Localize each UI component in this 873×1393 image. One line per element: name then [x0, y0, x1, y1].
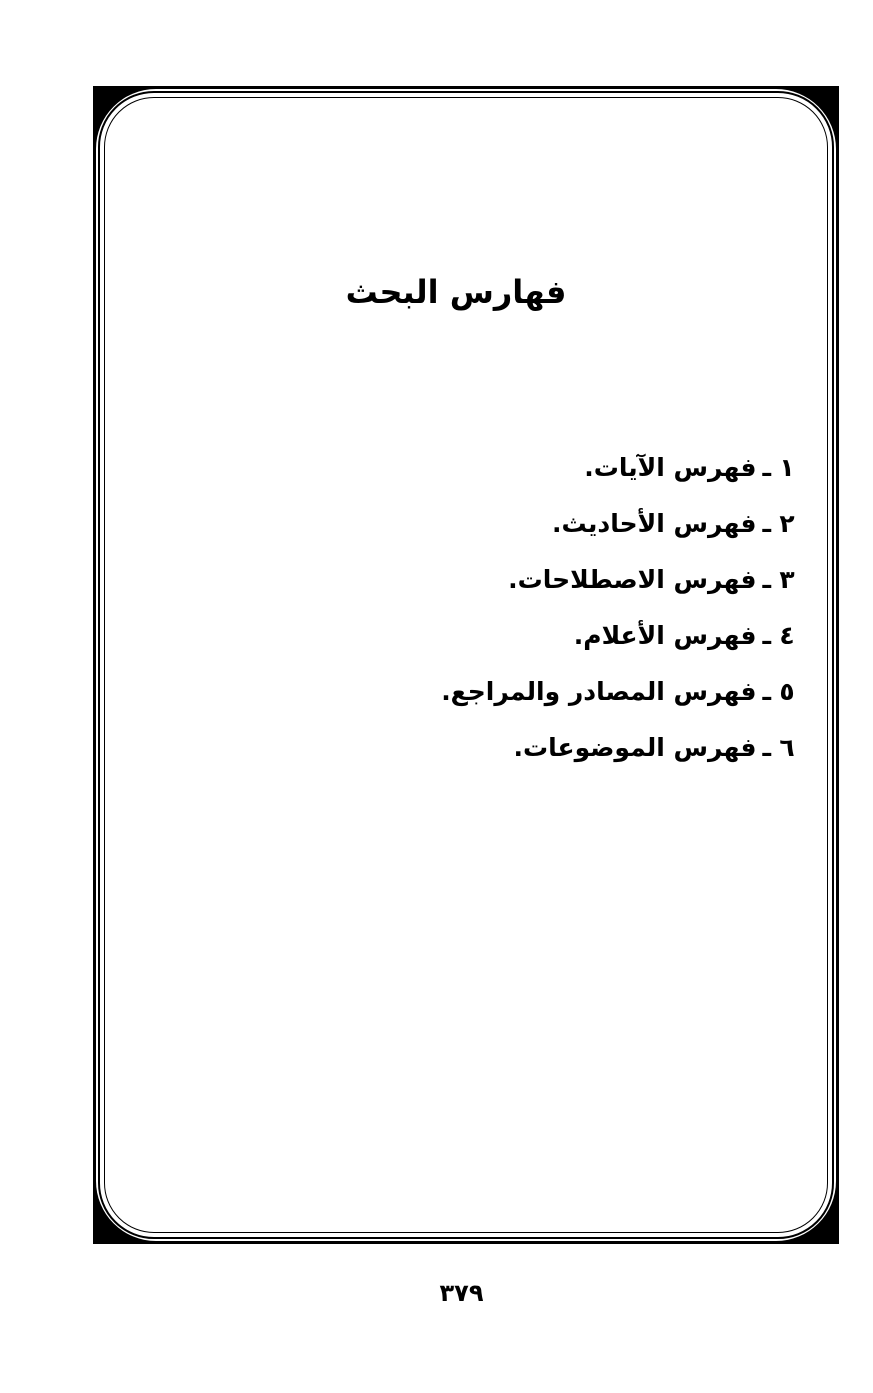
item-separator: ـ: [762, 453, 771, 482]
item-separator: ـ: [762, 733, 771, 762]
item-number: ٢: [779, 509, 795, 538]
item-label: فهرس الاصطلاحات.: [508, 565, 757, 594]
page-number: ٣٧٩: [439, 1279, 484, 1307]
list-item: [441, 608, 797, 664]
list-item: [441, 440, 797, 496]
item-label: فهرس الأحاديث.: [552, 509, 757, 538]
item-label: فهرس المصادر والمراجع.: [441, 677, 757, 706]
item-number: ١: [779, 453, 795, 482]
list-item: [441, 664, 797, 720]
page-title: فهارس البحث: [345, 273, 567, 311]
item-label: فهرس الآيات.: [584, 453, 757, 482]
item-number: ٤: [779, 621, 795, 650]
list-item: [441, 720, 797, 776]
item-separator: ـ: [762, 621, 771, 650]
item-number: ٦: [779, 733, 795, 762]
item-number: ٥: [779, 677, 795, 706]
item-separator: ـ: [762, 509, 771, 538]
index-list: [441, 440, 797, 776]
list-item: [441, 552, 797, 608]
item-number: ٣: [779, 565, 795, 594]
item-separator: ـ: [762, 565, 771, 594]
item-label: فهرس الأعلام.: [573, 621, 757, 650]
item-separator: ـ: [762, 677, 771, 706]
item-label: فهرس الموضوعات.: [513, 733, 757, 762]
list-item: [441, 496, 797, 552]
